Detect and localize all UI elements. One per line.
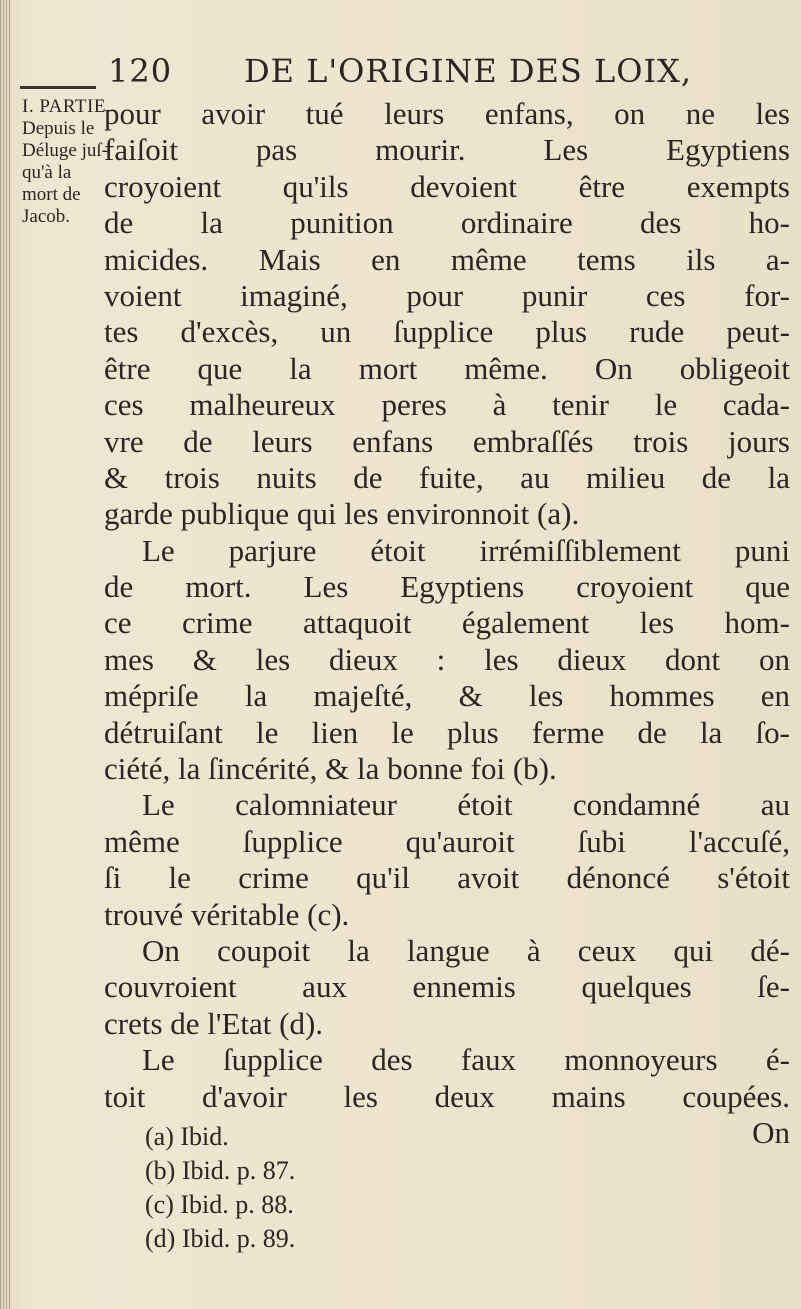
text-line: Le calomniateur étoit condamné au — [142, 787, 790, 823]
text-line: ces malheureux peres à tenir le cada- — [104, 387, 790, 423]
running-header — [108, 52, 748, 90]
margin-note-line: Depuis le — [22, 118, 95, 139]
text-line: couvroient aux ennemis quelques ſe- — [104, 969, 790, 1005]
text-line: voient imaginé, pour punir ces for- — [104, 277, 790, 313]
text-line: tes d'excès, un ſupplice plus rude peut- — [104, 314, 790, 350]
footnotes — [145, 1120, 295, 1256]
footnote: (d) Ibid. p. 89. — [145, 1224, 296, 1253]
text-line: Le ſupplice des faux monnoyeurs é- — [142, 1042, 790, 1078]
footnote: (c) Ibid. p. 88. — [145, 1190, 294, 1219]
text-line: Le parjure étoit irrémiſſiblement puni — [142, 532, 790, 568]
text-line: & trois nuits de fuite, au milieu de la — [104, 459, 790, 495]
margin-note-line: mort de — [22, 184, 81, 205]
text-line: ce crime attaquoit également les hom- — [104, 605, 790, 641]
text-line: micides. Mais en même tems ils a- — [104, 241, 790, 277]
margin-note-line: Déluge juſ- — [22, 140, 109, 161]
text-line: ciété, la ſincérité, & la bonne foi (b). — [104, 751, 557, 787]
text-line: de la punition ordinaire des ho- — [104, 205, 790, 241]
margin-note-line: Jacob. — [22, 206, 71, 227]
text-line: même ſupplice qu'auroit ſubi l'accuſé, — [104, 823, 790, 859]
text-line: mépriſe la majeſté, & les hommes en — [104, 678, 790, 714]
margin-note-line: qu'à la — [22, 162, 72, 183]
page-number: 120 — [108, 52, 173, 90]
text-line: ſi le crime qu'il avoit dénoncé s'étoit — [104, 860, 790, 896]
text-line: vre de leurs enfans embraſſés trois jours — [104, 423, 790, 459]
text-line: pour avoir tué leurs enfans, on ne les — [104, 96, 790, 131]
margin-note-line: I. PARTIE. — [22, 96, 112, 117]
text-line: croyoient qu'ils devoient être exempts — [104, 168, 790, 204]
text-line: trouvé véritable (c). — [104, 896, 350, 932]
footnote: (b) Ibid. p. 87. — [145, 1156, 296, 1185]
footnote: (a) Ibid. — [145, 1122, 229, 1151]
text-line: crets de l'Etat (d). — [104, 1005, 324, 1041]
text-line: On — [752, 1114, 790, 1150]
text-line: On coupoit la langue à ceux qui dé- — [142, 932, 790, 968]
text-line: être que la mort même. On obligeoit — [104, 350, 790, 386]
text-line: de mort. Les Egyptiens croyoient que — [104, 569, 790, 605]
text-line: mes & les dieux : les dieux dont on — [104, 641, 790, 677]
margin-note — [22, 96, 112, 228]
body-text — [104, 96, 790, 1151]
text-line: faiſoit pas mourir. Les Egyptiens — [104, 132, 790, 168]
margin-rule — [20, 86, 96, 89]
text-line: garde publique qui les environnoit (a). — [104, 496, 580, 532]
book-binding-edge — [0, 0, 12, 1309]
text-line: toit d'avoir les deux mains coupées. — [104, 1078, 790, 1114]
running-title: DE L'ORIGINE DES LOIX, — [243, 52, 693, 90]
text-line: détruiſant le lien le plus ferme de la ſo- — [104, 714, 790, 750]
